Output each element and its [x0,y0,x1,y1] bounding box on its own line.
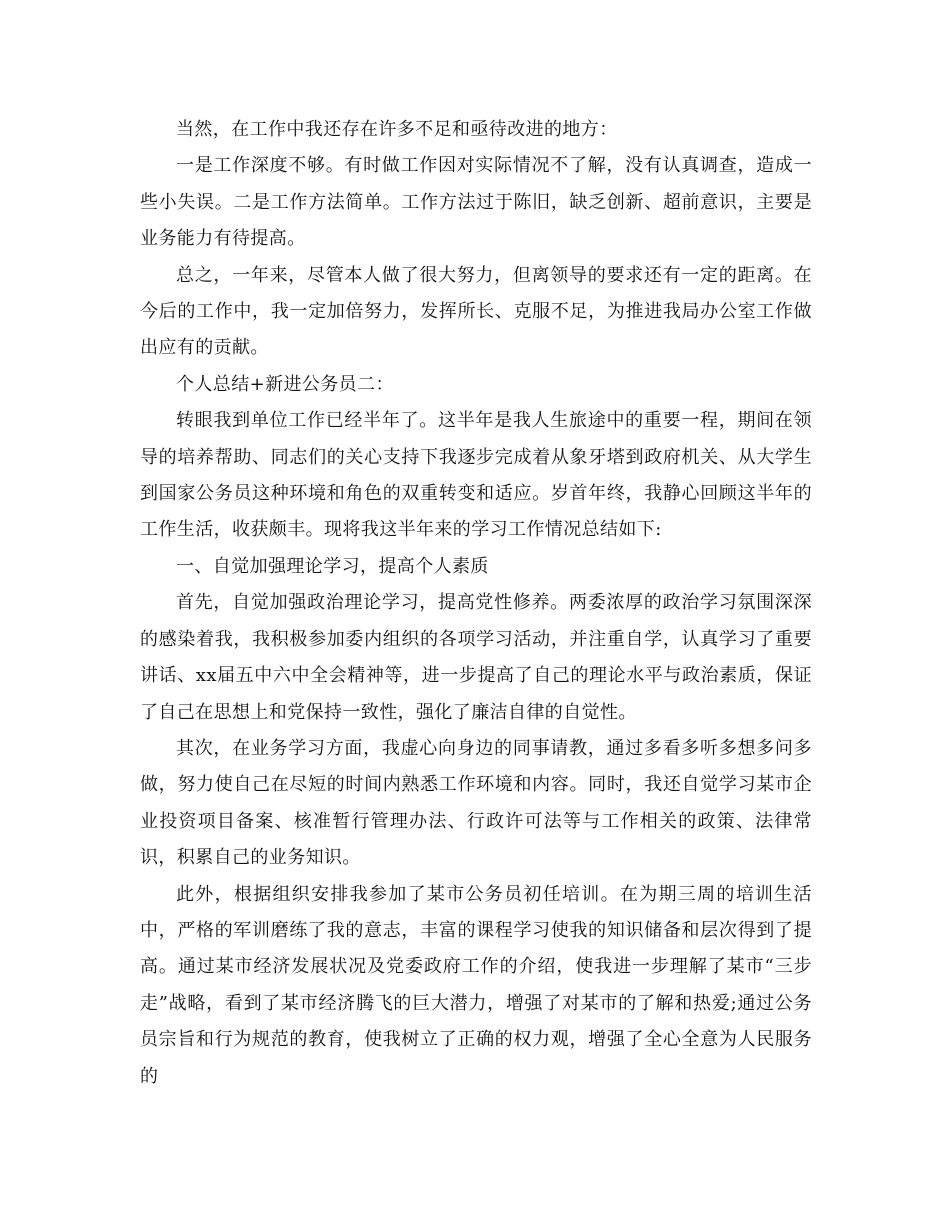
paragraph-half-year-intro: 转眼我到单位工作已经半年了。这半年是我人生旅途中的重要一程，期间在领导的培养帮助、同志们的关心支持下我逐步完成着从象牙塔到政府机关、从大学生到国家公务员这种环境和角色的双重转变和适应。岁首年终，我静心回顾这半年的工作生活，收获颇丰。现将我这半年来的学习工作情况总结如下: [140,410,812,541]
paragraph-conclusion: 总之，一年来，尽管本人做了很大努力，但离领导的要求还有一定的距离。在今后的工作中，我一定加倍努力，发挥所长、克服不足，为推进我局办公室工作做出应有的贡献。 [140,264,812,359]
paragraph-business-study: 其次，在业务学习方面，我虚心向身边的同事请教，通过多看多听多想多问多做，努力使自己在尽短的时间内熟悉工作环境和内容。同时，我还自觉学习某市企业投资项目备案、核准暂行管理办法、行政许可法等与工作相关的政策、法律常识，积累自己的业务知识。 [140,737,812,869]
paragraph-political-study: 首先，自觉加强政治理论学习，提高党性修养。两委浓厚的政治学习氛围深深的感染着我，我积极参加委内组织的各项学习活动，并注重自学，认真学习了重要讲话、xx届五中六中全会精神等，进一步提高了自己的理论水平与政治素质，保证了自己在思想上和党保持一致性，强化了廉洁自律的自觉性。 [140,592,812,723]
section-heading-new-civil-servant: 个人总结+新进公务员二： [176,373,394,395]
document-body [140,112,812,1095]
paragraph-shortcomings-intro: 当然，在工作中我还存在许多不足和亟待改进的地方： [176,119,618,140]
paragraph-training: 此外，根据组织安排我参加了某市公务员初任培训。在为期三周的培训生活中，严格的军训磨练了我的意志，丰富的课程学习使我的知识储备和层次得到了提高。通过某市经济发展状况及党委政府工作的介绍，使我进一步理解了某市“三步走”战略，看到了某市经济腾飞的巨大潜力，增强了对某市的了解和热爱;通过公务员宗旨和行为规范的教育，使我树立了正确的权力观，增强了全心全意为人民服务的 [140,883,812,1087]
paragraph-shortcomings-detail: 一是工作深度不够。有时做工作因对实际情况不了解，没有认真调查，造成一些小失误。二是工作方法简单。工作方法过于陈旧，缺乏创新、超前意识，主要是业务能力有待提高。 [140,155,812,250]
section-heading-theory-study: 一、自觉加强理论学习，提高个人素质 [176,555,489,577]
